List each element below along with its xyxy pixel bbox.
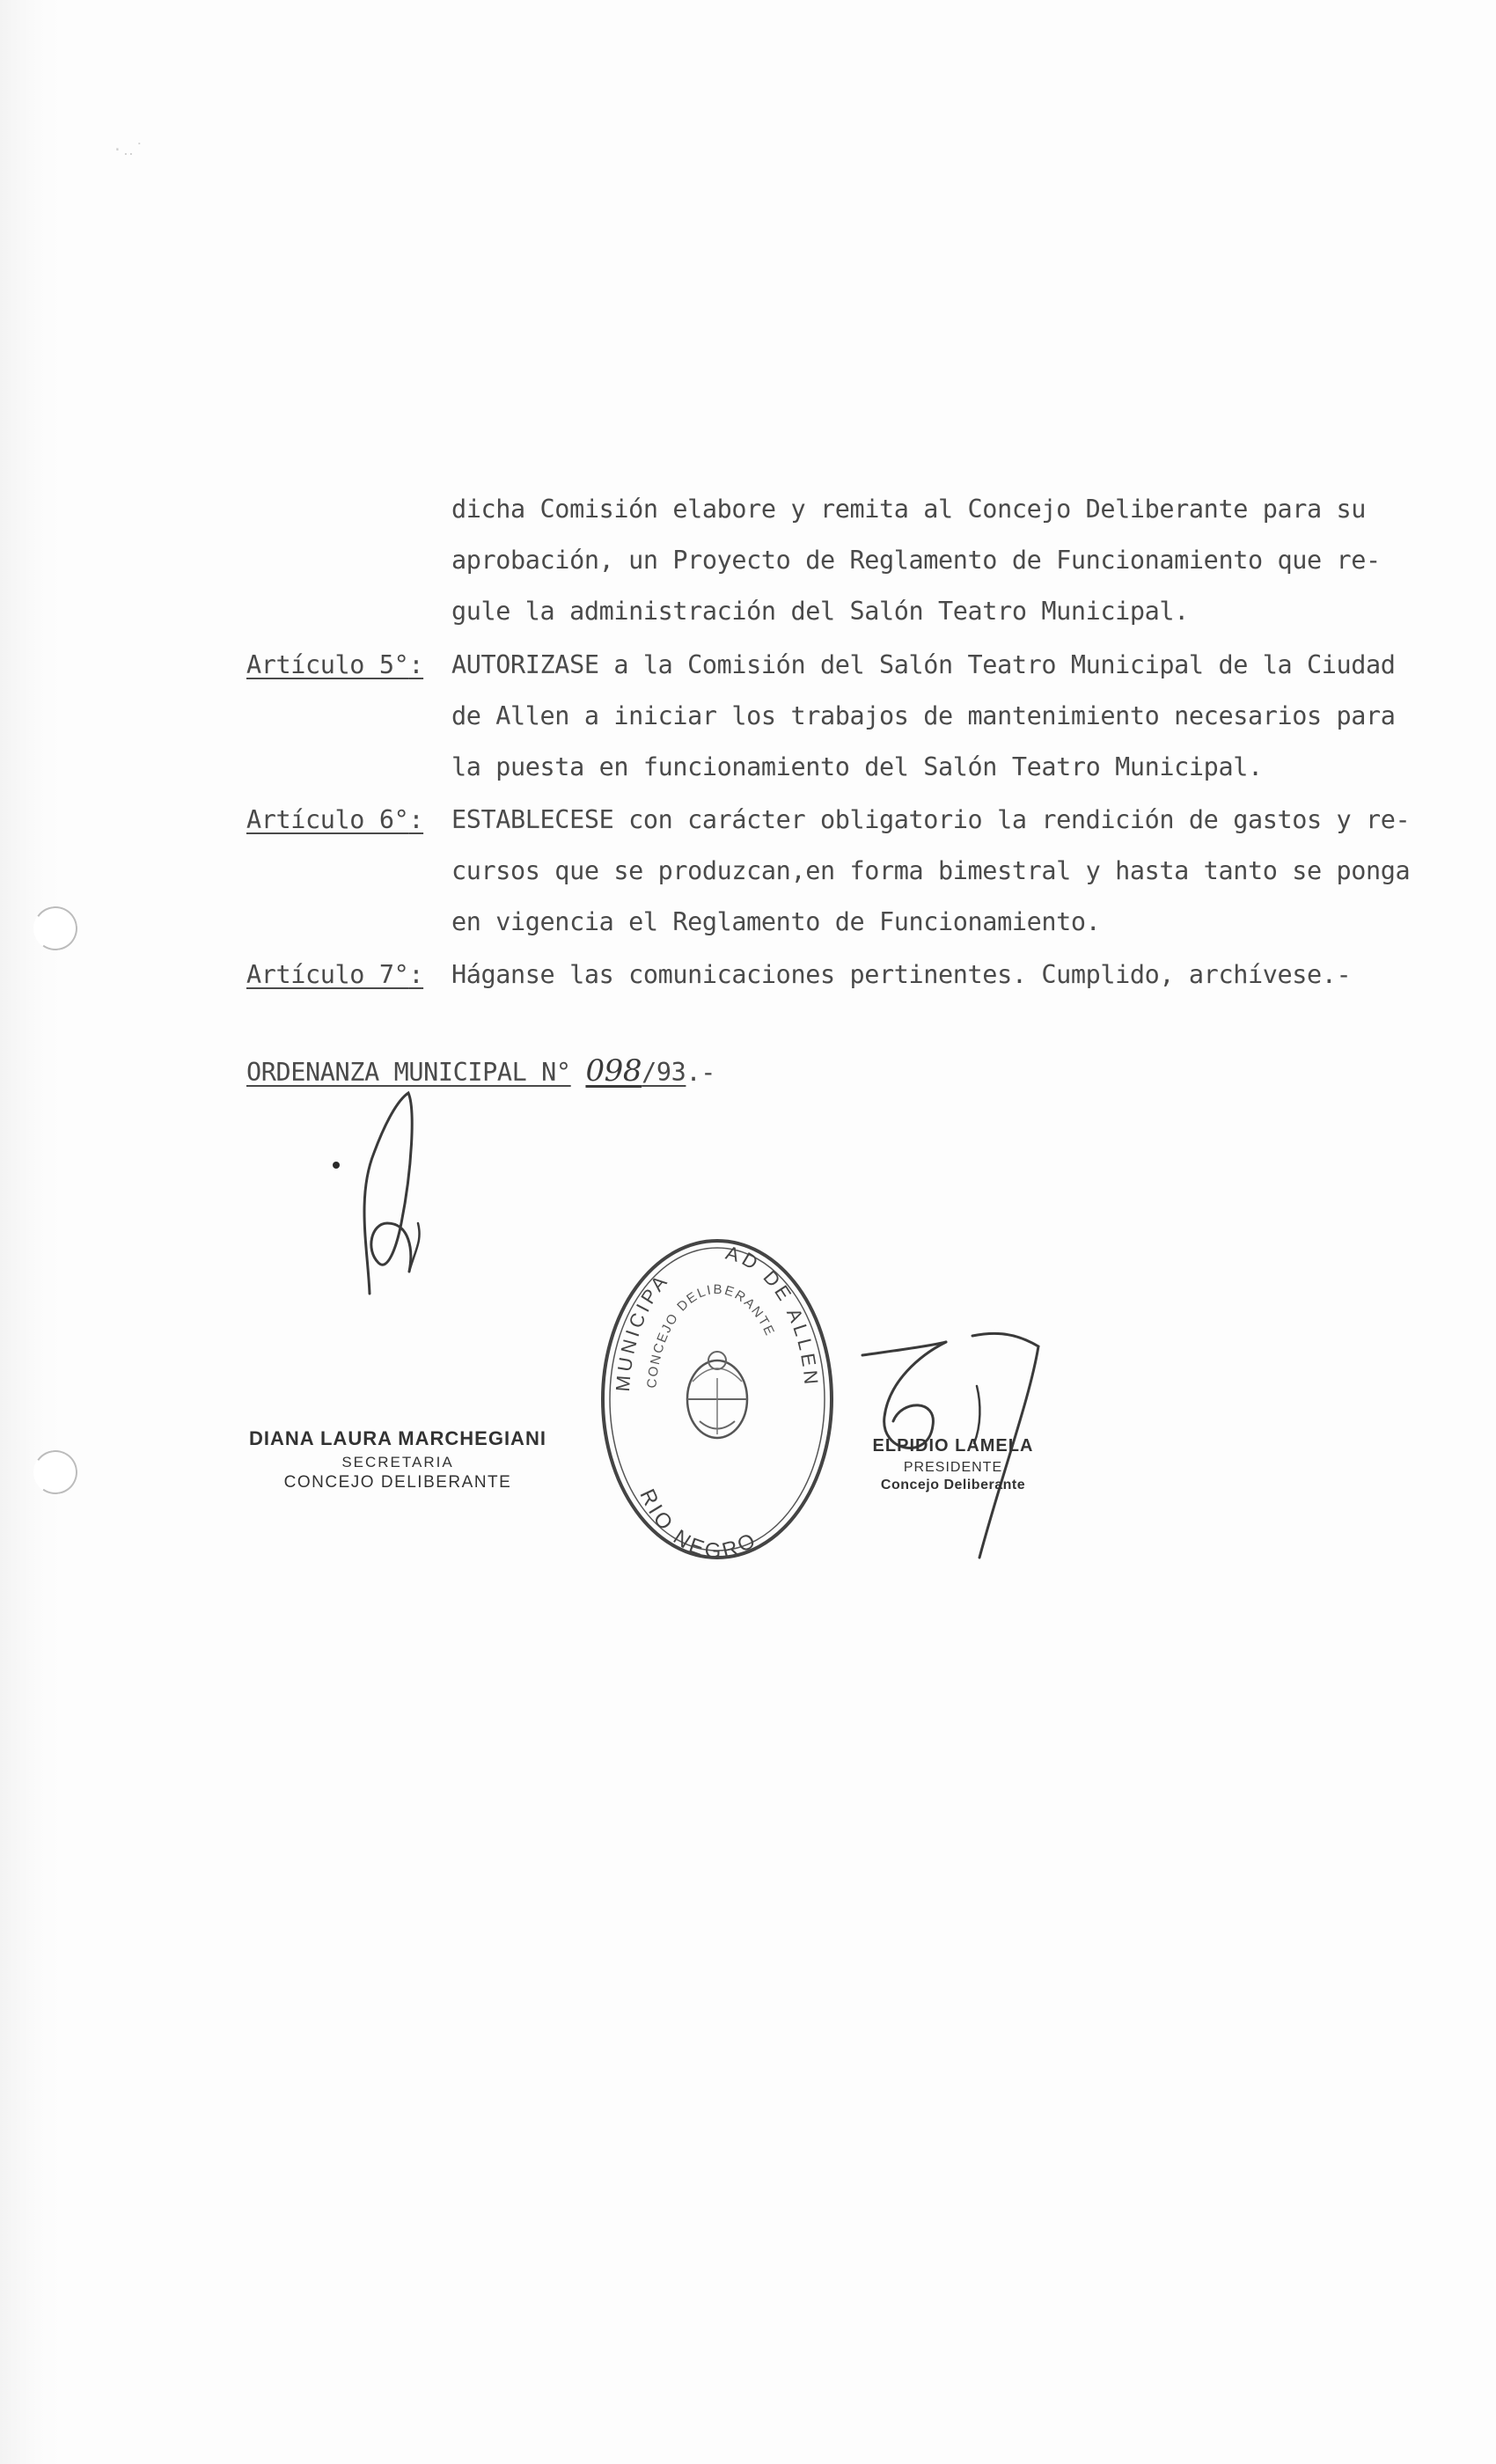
body-line-1: dicha Comisión elabore y remita al Concejo Deliberante para su xyxy=(451,495,1367,524)
ordenanza-suffix: .- xyxy=(686,1058,715,1087)
left-handwritten-signature xyxy=(317,1091,458,1302)
secretaria-role: SECRETARIA xyxy=(341,1454,454,1470)
presidente-signature-block xyxy=(843,1436,1063,1493)
body-line-7: ESTABLECESE con carácter obligatorio la rendición de gastos y re- xyxy=(451,805,1411,834)
coat-of-arms-icon xyxy=(687,1352,747,1438)
ordenanza-handwritten-number: 098 xyxy=(585,1053,642,1089)
scan-margin-shade xyxy=(0,0,62,2464)
presidente-name: ELPIDIO LAMELA xyxy=(872,1436,1034,1456)
body-line-6: la puesta en funcionamiento del Salón Teatro Municipal. xyxy=(451,752,1263,781)
body-line-10: Háganse las comunicaciones pertinentes. Cumplido, archívese.- xyxy=(451,960,1352,989)
presidente-role: PRESIDENTE xyxy=(903,1460,1003,1475)
secretaria-name: DIANA LAURA MARCHEGIANI xyxy=(249,1427,546,1449)
body-line-2: aprobación, un Proyecto de Reglamento de Funcionamiento que re- xyxy=(451,546,1381,575)
secretaria-body: CONCEJO DELIBERANTE xyxy=(283,1473,512,1492)
article-6-label xyxy=(246,805,424,834)
ordenanza-prefix: ORDENANZA MUNICIPAL N° xyxy=(246,1058,571,1087)
ordenanza-number-line xyxy=(246,1053,715,1089)
body-line-9: en vigencia el Reglamento de Funcionamiento. xyxy=(451,907,1101,936)
article-7-separator: : xyxy=(408,960,424,989)
seal-outer-top-text: MUNICIPA xyxy=(611,1268,674,1393)
body-line-8: cursos que se produzcan,en forma bimestral y hasta tanto se ponga xyxy=(451,856,1411,885)
seal-bottom-text: RIO NEGRO xyxy=(634,1485,763,1564)
body-line-5: de Allen a iniciar los trabajos de mantenimiento necesarios para xyxy=(451,701,1396,730)
seal-inner-text: CONCEJO DELIBERANTE xyxy=(644,1281,778,1390)
seal-outer-top-right-text: AD DE ALLEN xyxy=(723,1241,823,1390)
article-5-number: Artículo 5° xyxy=(246,650,409,679)
official-seal-stamp xyxy=(594,1232,840,1566)
body-line-3: gule la administración del Salón Teatro Municipal. xyxy=(451,597,1189,626)
presidente-body: Concejo Deliberante xyxy=(880,1478,1026,1492)
secretaria-signature-block xyxy=(239,1427,556,1492)
article-5-label xyxy=(246,650,424,679)
article-7-label xyxy=(246,960,424,989)
article-6-number: Artículo 6° xyxy=(246,805,409,834)
scan-speck: ·‥˙ xyxy=(113,141,145,159)
article-5-separator: : xyxy=(408,650,424,679)
article-7-number: Artículo 7° xyxy=(246,960,409,989)
ordenanza-year: /93 xyxy=(642,1058,686,1087)
body-line-4: AUTORIZASE a la Comisión del Salón Teatro Municipal de la Ciudad xyxy=(451,650,1396,679)
article-6-separator: : xyxy=(408,805,424,834)
